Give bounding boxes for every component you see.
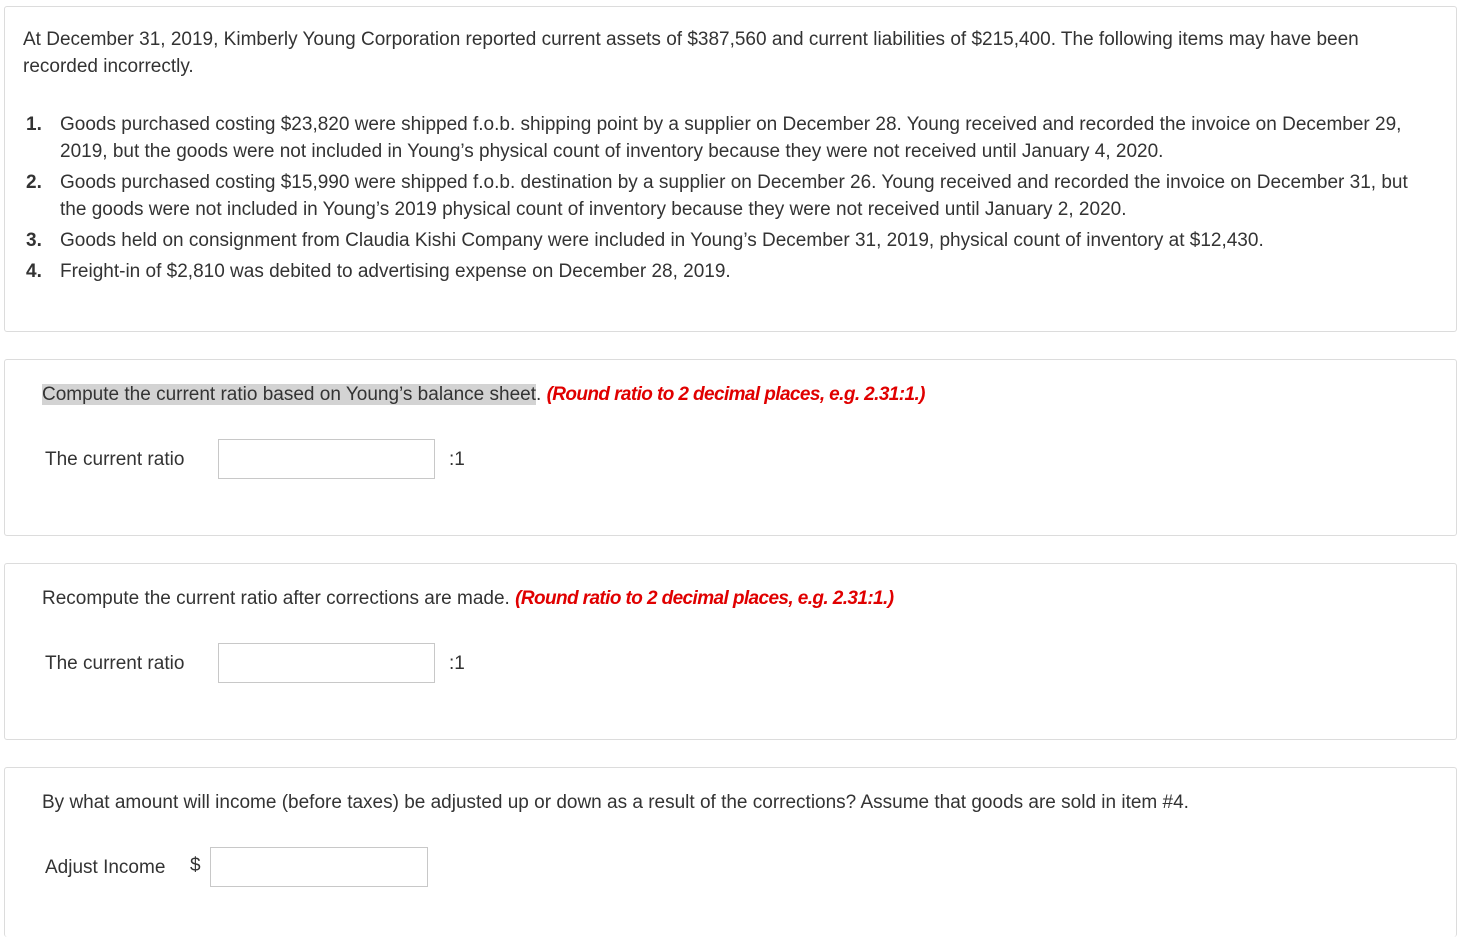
item-text: Goods purchased costing $23,820 were shipped f.o.b. shipping point by a supplier on December 28. Young received and recorded the invoice on December 29, 2019, but the goods were not included in Young’s physical count of inventory because they were not received until January 4, 2020.: [60, 114, 1402, 162]
current-ratio-input[interactable]: [218, 439, 435, 479]
problem-intro: At December 31, 2019, Kimberly Young Corporation reported current assets of $387,560 and current liabilities of $215,400. The following items may have been recorded incorrectly.: [23, 29, 1359, 77]
list-item: [23, 169, 1438, 223]
rounding-hint: (Round ratio to 2 decimal places, e.g. 2.31:1.): [515, 588, 894, 609]
item-text: Goods held on consignment from Claudia Kishi Company were included in Young’s December 31, 2019, physical count of inventory at $12,430.: [60, 230, 1264, 251]
question-body: Recompute the current ratio after corrections are made.: [42, 588, 510, 609]
question-text: [42, 585, 893, 613]
list-item: [23, 227, 1438, 254]
list-item: [23, 258, 1438, 285]
current-ratio-label: The current ratio: [45, 653, 185, 674]
question-panel-recomputed-ratio: [4, 563, 1457, 740]
highlighted-question: Compute the current ratio based on Young’s balance sheet: [42, 384, 536, 405]
recomputed-ratio-input[interactable]: [218, 643, 435, 683]
item-number: 1.: [26, 114, 42, 135]
question-text: [42, 381, 925, 409]
item-text: Goods purchased costing $15,990 were shipped f.o.b. destination by a supplier on December 26. Young received and recorded the invoice on December 31, but the goods were not included in Young’s 2019 physical count of inventory because they were not received until January 2, 2020.: [60, 172, 1408, 220]
problem-items-list: [23, 111, 1438, 289]
rounding-hint: (Round ratio to 2 decimal places, e.g. 2.31:1.): [546, 384, 925, 405]
question-text: By what amount will income (before taxes) be adjusted up or down as a result of the corrections? Assume that goods are sold in item #4.: [42, 792, 1189, 813]
item-number: 2.: [26, 172, 42, 193]
item-number: 3.: [26, 230, 42, 251]
ratio-suffix: :1: [449, 653, 465, 674]
question-period: .: [536, 384, 542, 405]
question-panel-current-ratio: [4, 359, 1457, 536]
list-item: [23, 111, 1438, 165]
item-number: 4.: [26, 261, 42, 282]
adjust-income-input[interactable]: [210, 847, 428, 887]
currency-symbol: $: [190, 855, 201, 876]
question-panel-adjust-income: [4, 767, 1457, 937]
item-text: Freight-in of $2,810 was debited to advertising expense on December 28, 2019.: [60, 261, 731, 282]
ratio-suffix: :1: [449, 449, 465, 470]
current-ratio-label: The current ratio: [45, 449, 185, 470]
problem-statement-panel: [4, 6, 1457, 332]
adjust-income-label: Adjust Income: [45, 857, 166, 878]
